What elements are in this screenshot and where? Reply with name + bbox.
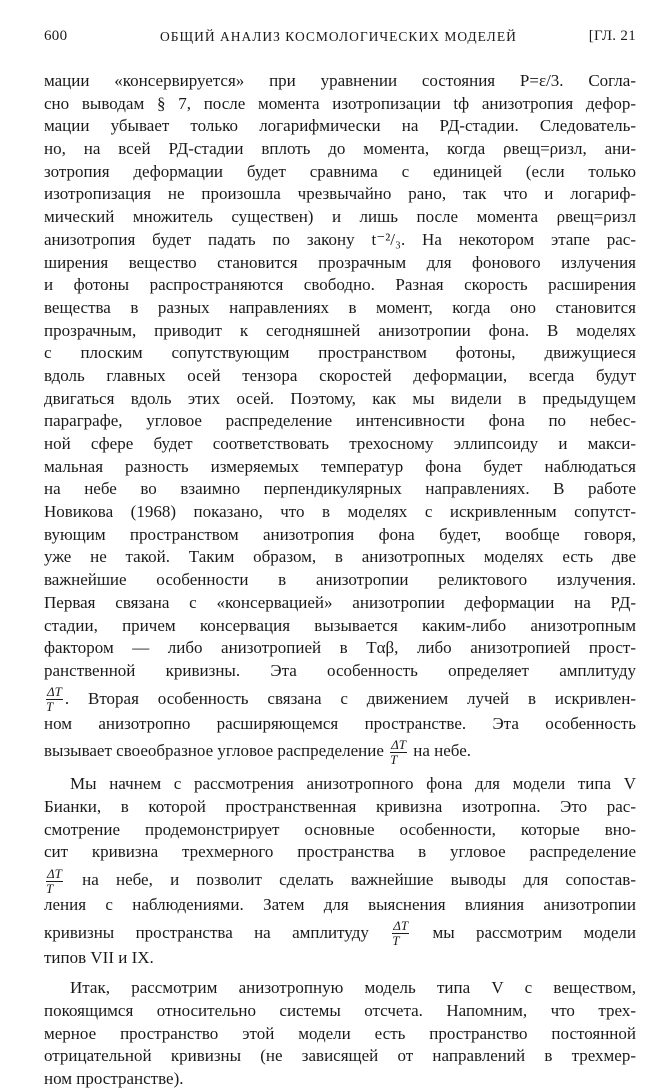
text-segment: . Вторая особенность связана с движением лучей в искривлен- bbox=[64, 688, 636, 708]
text-line: фактором — либо анизотропией в Tαβ, либо анизотропией прост- bbox=[44, 638, 636, 658]
text-line: вдоль главных осей тензора скоростей деформации, всегда будут bbox=[44, 365, 636, 385]
text-line: стадии, причем консервация вызывается каким-либо анизотропным bbox=[44, 615, 636, 635]
text-line: зотропия деформации будет сравнима с единицей (если только bbox=[44, 161, 636, 181]
text-line: ранственной кривизны. Эта особенность определяет амплитуду bbox=[44, 660, 636, 680]
text-line: ном пространстве). bbox=[44, 1069, 184, 1089]
fraction-delta-t-over-t bbox=[390, 738, 407, 765]
text-line: ширения вещество становится прозрачным для фонового излучения bbox=[44, 252, 636, 272]
text-line-with-fraction bbox=[44, 683, 636, 713]
text-line: смотрение продемонстрирует основные особенности, которые вно- bbox=[44, 819, 636, 839]
text-line-with-fraction bbox=[44, 864, 636, 894]
text-line: типов VII и IX. bbox=[44, 947, 154, 967]
text-segment: кривизны пространства на амплитуду bbox=[44, 922, 369, 942]
text-line: сно выводам § 7, после момента изотропизации tф анизотропия дефор- bbox=[44, 93, 636, 113]
text-segment: на небе, и позволит сделать важнейшие выводы для сопостав- bbox=[64, 870, 636, 889]
fraction-denominator: T bbox=[392, 933, 400, 947]
text-line: Итак, рассмотрим анизотропную модель типа V с веществом, bbox=[70, 978, 636, 998]
fraction-denominator: T bbox=[46, 699, 54, 713]
text-segment: на небе. bbox=[413, 741, 471, 761]
fraction-numerator: ΔT bbox=[47, 865, 62, 881]
text-line: сит кривизна трехмерного пространства в угловое распределение bbox=[44, 842, 636, 862]
text-line: мации «консервируется» при уравнении состояния P=ε/3. Согла- bbox=[44, 71, 636, 90]
text-line: двигаться вдоль этих осей. Поэтому, как мы видели в предыдущем bbox=[44, 388, 636, 408]
fraction-numerator: ΔT bbox=[391, 736, 406, 752]
running-head bbox=[44, 28, 636, 52]
text-line: мации убывает только логарифмически на РД-стадии. Следователь- bbox=[44, 116, 636, 136]
fraction-delta-t-over-t bbox=[46, 867, 63, 894]
fraction-delta-t-over-t bbox=[46, 685, 63, 712]
text-line: ном анизотропно расширяющемся пространстве. Эта особенность bbox=[44, 713, 636, 733]
text-line: уже не такой. Таким образом, в анизотропных моделях есть две bbox=[44, 547, 636, 567]
paragraph-1 bbox=[44, 70, 636, 765]
text-line: мерное пространство этой модели есть пространство постоянной bbox=[44, 1023, 636, 1043]
text-line-with-fraction bbox=[44, 735, 636, 765]
text-line: вующим пространством анизотропия фона будет, вообще говоря, bbox=[44, 524, 636, 544]
paragraph-3 bbox=[44, 977, 636, 1090]
paragraph-gap bbox=[44, 969, 636, 977]
running-title: ОБЩИЙ АНАЛИЗ КОСМОЛОГИЧЕСКИХ МОДЕЛЕЙ bbox=[160, 29, 517, 44]
text-line: параграфе, угловое распределение интенсивности фона по небес- bbox=[44, 411, 636, 431]
text-line: изотропизация не произошла чрезвычайно рано, так что и логариф- bbox=[44, 184, 636, 204]
text-line: ной сфере будет соответствовать трехосному эллипсоиду и макси- bbox=[44, 434, 636, 453]
text-line: на небе во взаимно перпендикулярных направлениях. В работе bbox=[44, 479, 636, 499]
text-line: вещества в разных направлениях в момент, когда оно становится bbox=[44, 297, 636, 317]
text-line: Бианки, в которой пространственная кривизна изотропна. Это рас- bbox=[44, 796, 636, 816]
text-line: Новикова (1968) показано, что в моделях с искривленным сопутст- bbox=[44, 502, 636, 522]
text-line: с плоским сопутствующим пространством фотоны, движущиеся bbox=[44, 343, 636, 363]
paragraph-2 bbox=[44, 773, 636, 969]
paragraph-gap bbox=[44, 765, 636, 773]
text-segment: мы рассмотрим модели bbox=[432, 922, 636, 942]
fraction-denominator: T bbox=[390, 751, 398, 766]
text-line: важнейшие особенности в анизотропии реликтового излучения. bbox=[44, 570, 636, 590]
fraction-numerator: ΔT bbox=[47, 684, 62, 700]
text-line: и фотоны распространяются свободно. Разная скорость расширения bbox=[44, 275, 636, 295]
text-line: мический множитель существен) и лишь после момента ρвещ=ρизл bbox=[44, 207, 636, 227]
text-line: покоящимся относительно системы отсчета. Напомним, что трех- bbox=[44, 1001, 636, 1021]
text-line: Первая связана с «консервацией» анизотропии деформации на РД- bbox=[44, 592, 636, 612]
page-number: 600 bbox=[44, 28, 68, 44]
text-line-with-fraction bbox=[44, 917, 636, 947]
fraction-denominator: T bbox=[46, 880, 54, 894]
chapter-label: [ГЛ. 21 bbox=[588, 28, 636, 44]
text-line: но, на всей РД-стадии вплоть до момента, когда ρвещ=ρизл, ани- bbox=[44, 139, 636, 159]
fraction-delta-t-over-t bbox=[392, 919, 409, 946]
text-line: Мы начнем с рассмотрения анизотропного фона для модели типа V bbox=[70, 774, 636, 794]
text-segment: вызывает своеобразное угловое распределение bbox=[44, 741, 384, 761]
text-line: анизотропия будет падать по закону t⁻²/₃. На некотором этапе рас- bbox=[44, 229, 636, 249]
fraction-numerator: ΔT bbox=[393, 918, 409, 934]
text-line: ления с наблюдениями. Затем для выяснения влияния анизотропии bbox=[44, 895, 636, 914]
text-line: мальная разность измеряемых температур фона будет наблюдаться bbox=[44, 456, 636, 476]
page-body bbox=[44, 70, 636, 1091]
text-line: отрицательной кривизны (не зависящей от направлений в трехмер- bbox=[44, 1046, 636, 1066]
text-line: прозрачным, приводит к сегодняшней анизотропии фона. В моделях bbox=[44, 320, 636, 340]
